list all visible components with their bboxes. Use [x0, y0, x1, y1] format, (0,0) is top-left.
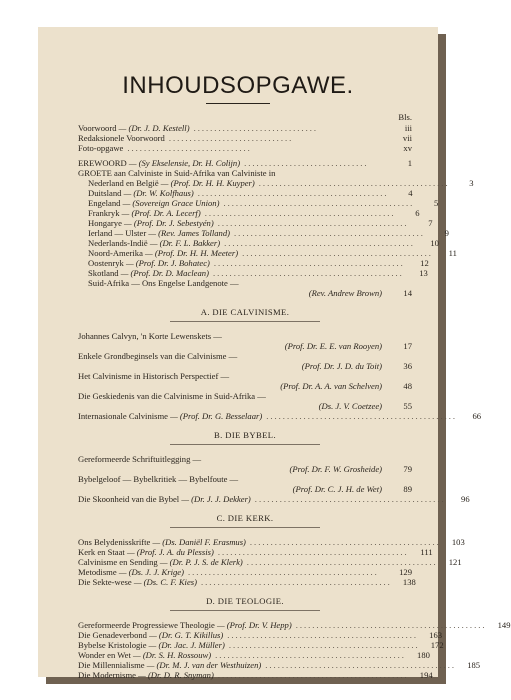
table-of-contents [78, 112, 511, 680]
toc-row: Duitsland — (Dr. W. Kolfhaus) .............................................. 4 [88, 188, 413, 198]
toc-row: Foto-opgawe .............................. xv [78, 143, 412, 153]
toc-row-continued: (Ds. J. V. Coetzee) 55 [318, 401, 412, 411]
toc-row: Calvinisme en Sending — (Dr. P. J. S. de Klerk) .............................................. 121 [78, 557, 462, 567]
toc-row: Enkele Grondbeginsels van die Calvinisme — [78, 351, 238, 361]
section-rule [170, 444, 320, 445]
toc-row: Hongarye — (Prof. Dr. J. Sebestyén) .............................................. 7 [88, 218, 433, 228]
toc-row: Die Geskiedenis van die Calvinisme in Suid-Afrika — [78, 391, 266, 401]
toc-row: Redaksionele Voorwoord .............................. vii [78, 133, 412, 143]
title-rule [206, 103, 270, 104]
toc-row: Bybelgeloof — Bybelkritiek — Bybelfoute — [78, 474, 239, 484]
book-page [38, 27, 511, 680]
section-heading: B. DIE BYBEL. [213, 430, 276, 440]
groete-heading: GROETE aan Calviniste in Suid-Afrika van Calviniste in [78, 168, 276, 178]
toc-row: Frankryk — (Prof. Dr. A. Lecerf) .............................................. 6 [88, 208, 420, 218]
toc-row: Kerk en Staat — (Prof. J. A. du Plessis) .............................................. 111 [78, 547, 433, 557]
toc-row-erewoord: EREWOORD — (Sy Ekselensie, Dr. H. Colijn) .............................. 1 [78, 158, 412, 168]
toc-row-continued: (Prof. Dr. A. A. van Schelven) 48 [280, 381, 412, 391]
groete-list [78, 178, 474, 288]
toc-row-continued: (Prof. Dr. J. D. du Toit) 36 [301, 361, 412, 371]
toc-row-continued: (Prof. Dr. C. J. H. de Wet) 89 [292, 484, 412, 494]
toc-sections [78, 306, 511, 680]
page-column-header: Bls. [398, 112, 412, 122]
toc-row: Gereformeerde Schriftuitlegging — [78, 454, 202, 464]
toc-row: Oostenryk — (Prof. Dr. J. Bohatec) .............................................. 12 [88, 258, 429, 268]
toc-row: Gereformeerde Progressiewe Theologie — (Prof. Dr. V. Hepp) .............................................. 149 [78, 620, 511, 630]
section-rule [170, 610, 320, 611]
toc-row: Internasionale Calvinisme — (Prof. Dr. G. Besselaar) .............................................. 66 [78, 411, 482, 421]
toc-row: Het Calvinisme in Historisch Perspectief — [78, 371, 230, 381]
toc-row: Skotland — (Prof. Dr. D. Maclean) .............................................. 13 [88, 268, 428, 278]
section-rule [170, 321, 320, 322]
page-title: INHOUDSOPGAWE. [122, 72, 354, 99]
section-heading: C. DIE KERK. [216, 513, 274, 523]
toc-row: Die Skoonheid van die Bybel — (Dr. J. J. Dekker) .............................................. 96 [78, 494, 470, 504]
toc-row: Noord-Amerika — (Prof. Dr. H. H. Meeter) .............................................. 11 [88, 248, 457, 258]
toc-row: Ierland — Ulster — (Rev. James Tolland) .............................................. 9 [88, 228, 449, 238]
toc-row: Engeland — (Sovereign Grace Union) .............................................. 5 [88, 198, 439, 208]
toc-row-continued: (Prof. Dr. F. W. Grosheide) 79 [289, 464, 412, 474]
toc-row: Nederlands-Indië — (Dr. F. L. Bakker) .............................................. 10 [88, 238, 439, 248]
toc-row-continued: (Prof. Dr. E. E. van Rooyen) 17 [284, 341, 412, 351]
toc-row: Johannes Calvyn, 'n Korte Lewenskets — [78, 331, 222, 341]
toc-row: Die Sekte-wese — (Ds. C. F. Kies) .............................................. 138 [78, 577, 416, 587]
toc-row: Wonder en Wet — (Dr. S. H. Rossouw) .............................................. 180 [78, 650, 430, 660]
toc-row: Bybelse Kristologie — (Dr. Jac. J. Müller) .............................................. 172 [78, 640, 444, 650]
toc-row: Die Modernisme — (Dr. D. R. Snyman) .............................................. 194 [78, 670, 433, 680]
toc-row-continued: (Rev. Andrew Brown) 14 [308, 288, 412, 298]
toc-row: Die Genadeverbond — (Dr. G. T. Kikillus) .............................................. 163 [78, 630, 443, 640]
toc-row: Die Millennialisme — (Dr. M. J. van der Westhuizen) .............................................. 185 [78, 660, 481, 670]
section-heading: A. DIE CALVINISME. [200, 307, 290, 317]
toc-row: Metodisme — (Ds. J. J. Krige) .............................................. 129 [78, 567, 412, 577]
section-rule [170, 527, 320, 528]
toc-row: Suid-Afrika — Ons Engelse Landgenote — [88, 278, 239, 288]
toc-row: Nederland en België — (Prof. Dr. H. H. Kuyper) .............................................. 3 [88, 178, 474, 188]
toc-row: Ons Belydenisskrifte — (Ds. Daniël F. Erasmus) .............................................. 103 [78, 537, 465, 547]
section-heading: D. DIE TEOLOGIE. [206, 596, 284, 606]
toc-row: Voorwoord — (Dr. J. D. Kestell) .............................. iii [78, 123, 412, 133]
